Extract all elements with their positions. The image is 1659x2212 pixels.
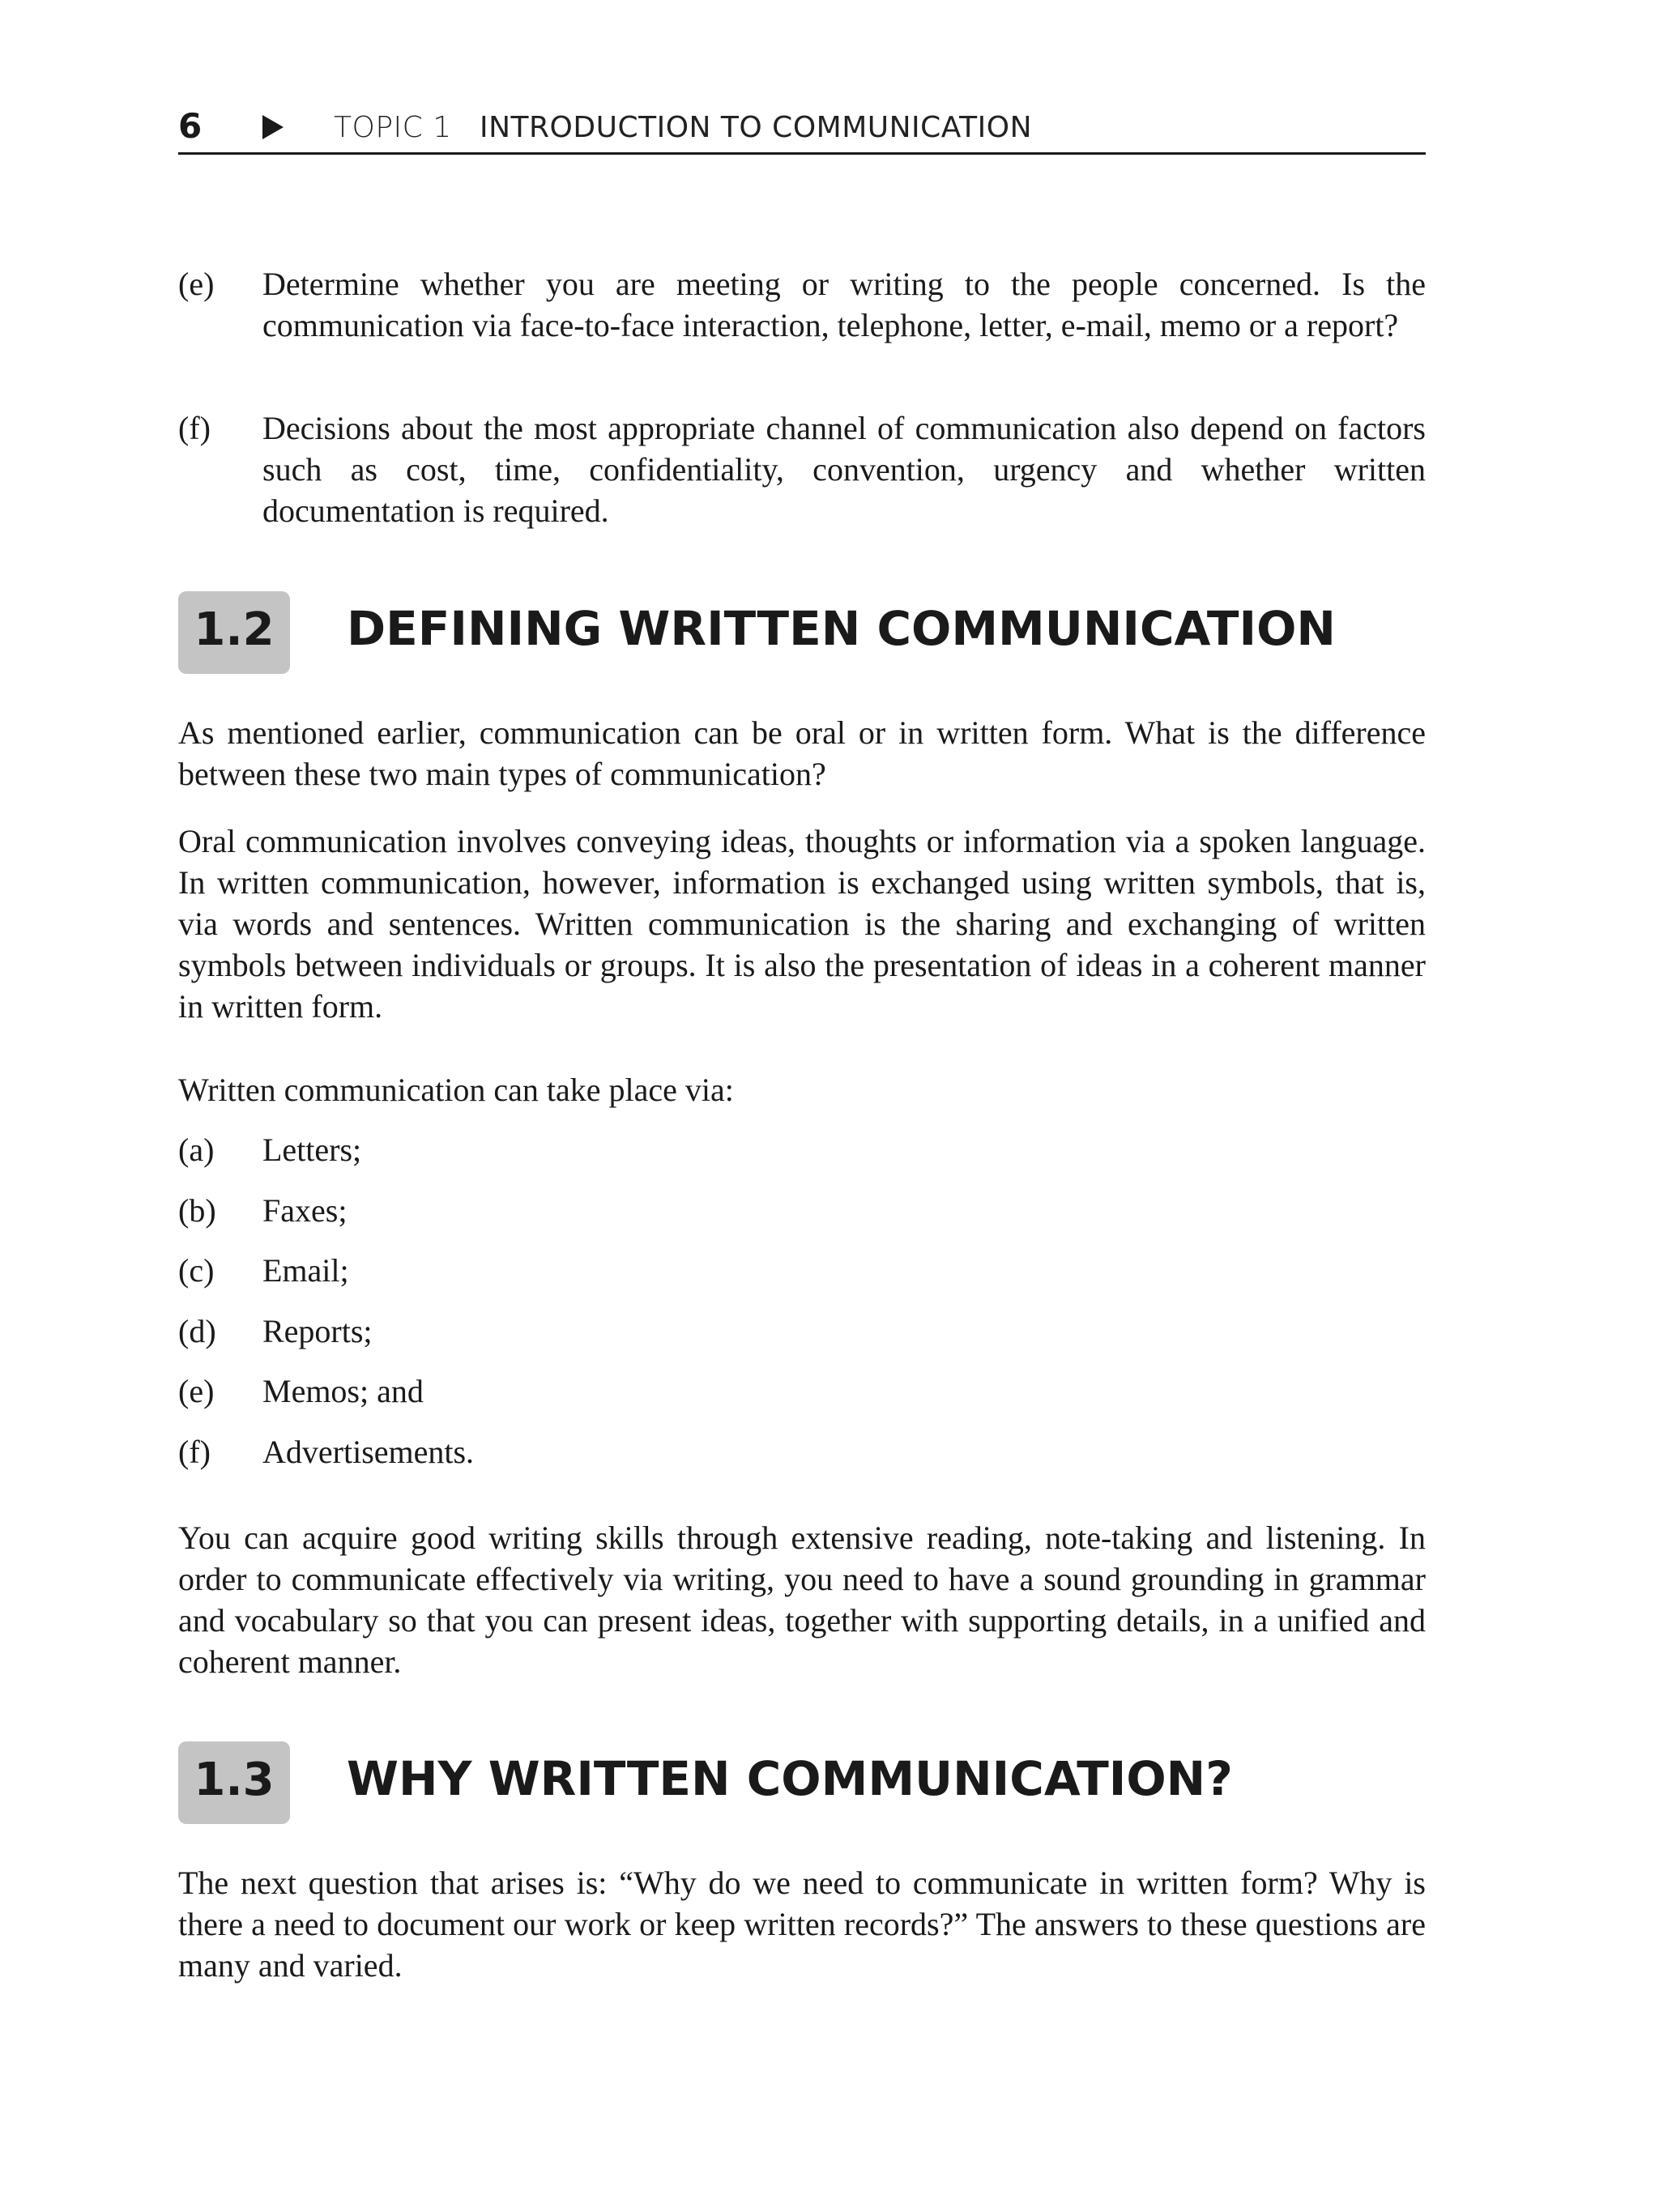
header-topic: TOPIC 1	[334, 111, 452, 144]
list-item-text: Reports;	[262, 1313, 373, 1349]
page-number: 6	[178, 106, 203, 146]
list-item-label: (c)	[178, 1252, 215, 1289]
paragraph: Oral communication involves conveying ideas, thoughts or information via a spoken language. In written communication, however, information is exchanged using written symbols, that is, via words and sentences. Written communication is the sharing and exchanging of written symbols between individuals or groups. It is also the presentation of ideas in a coherent manner in written form.	[178, 823, 1426, 1025]
list-item-label: (a)	[178, 1132, 215, 1168]
paragraph: You can acquire good writing skills through extensive reading, note-taking and listening. In order to communicate effectively via writing, you need to have a sound grounding in grammar and vocabulary so that you can present ideas, together with supporting details, in a unified and coherent manner.	[178, 1519, 1426, 1680]
list-item-text: Advertisements.	[262, 1434, 475, 1470]
list-item-label: (e)	[178, 266, 215, 302]
section-number-badge: 1.3	[178, 1741, 290, 1824]
play-arrow-icon	[262, 115, 284, 139]
paragraph: Written communication can take place via:	[178, 1072, 734, 1108]
section-title: DEFINING WRITTEN COMMUNICATION	[347, 601, 1336, 656]
list-item-label: (f)	[178, 410, 211, 446]
list-item-text: Faxes;	[262, 1192, 348, 1229]
header-title: INTRODUCTION TO COMMUNICATION	[480, 111, 1033, 144]
list-item-label: (e)	[178, 1373, 215, 1409]
running-header	[178, 105, 1426, 155]
list-item-text: Memos; and	[262, 1373, 424, 1409]
section-heading-1-3	[178, 1741, 1426, 1826]
paragraph: The next question that arises is: “Why do we need to communicate in written form? Why is there a need to document our work or keep written records?” The answers to these questions are many and varied.	[178, 1865, 1426, 1984]
list-item-label: (f)	[178, 1434, 211, 1470]
list-item-label: (d)	[178, 1313, 216, 1349]
list-item-text: Email;	[262, 1252, 349, 1289]
list-item-text: Decisions about the most appropriate channel of communication also depend on factors such as cost, time, confidentiality, convention, urgency and whether written documentation is required.	[262, 410, 1426, 529]
list-item-text: Determine whether you are meeting or writing to the people concerned. Is the communication via face-to-face interaction, telephone, letter, e-mail, memo or a report?	[262, 266, 1426, 343]
section-title: WHY WRITTEN COMMUNICATION?	[347, 1751, 1233, 1806]
paragraph: As mentioned earlier, communication can be oral or in written form. What is the difference between these two main types of communication?	[178, 714, 1426, 792]
list-item-label: (b)	[178, 1192, 216, 1229]
section-heading-1-2	[178, 591, 1426, 676]
list-item-text: Letters;	[262, 1132, 362, 1168]
section-number-badge: 1.2	[178, 591, 290, 674]
